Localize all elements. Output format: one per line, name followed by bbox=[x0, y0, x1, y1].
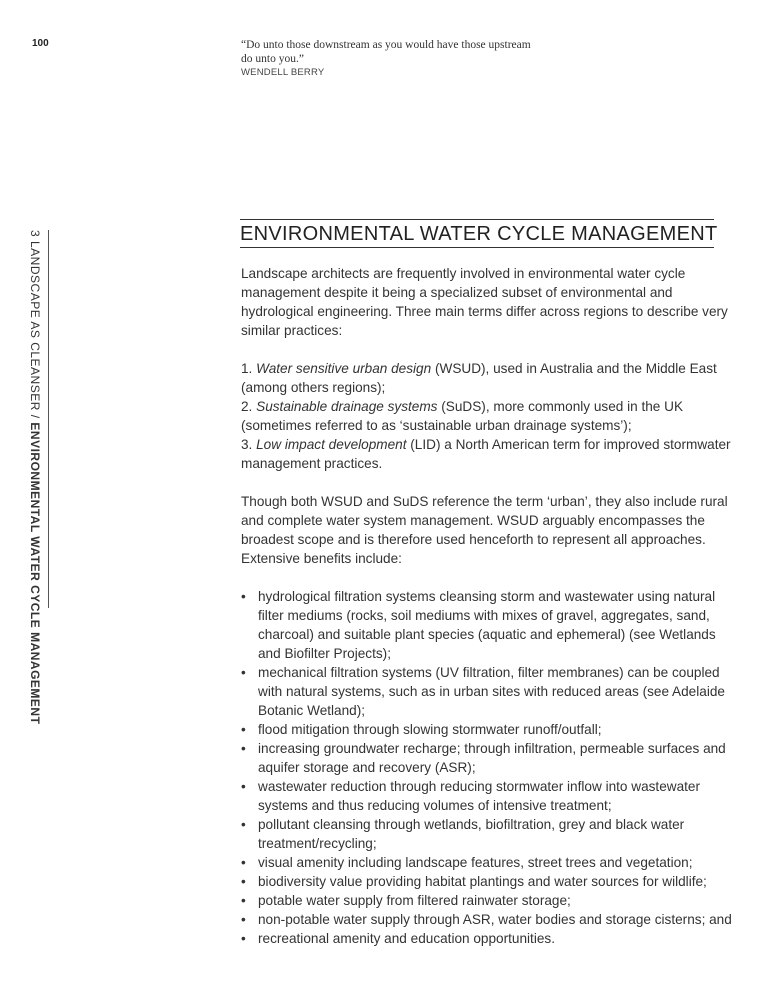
running-section-title bbox=[26, 230, 49, 725]
term-item: 2. Sustainable drainage systems (SuDS), more commonly used in the UK (sometimes referred to as ‘sustainable urban drainage systems’); bbox=[241, 399, 684, 433]
list-item: • mechanical filtration systems (UV filtration, filter membranes) can be coupled with natural systems, such as in urban sites with reduced areas (see Adelaide Botanic Wetland); bbox=[241, 663, 741, 720]
list-item: • increasing groundwater recharge; through infiltration, permeable surfaces and aquifer storage and recovery (ASR); bbox=[241, 739, 741, 777]
term-name: Sustainable drainage systems bbox=[256, 399, 438, 414]
intro-paragraph: Landscape architects are frequently involved in environmental water cycle management despite it being a specialized subset of environmental and hydrological engineering. Three main terms differ across regions to describe very similar practices: bbox=[241, 266, 728, 338]
list-item: • hydrological filtration systems cleansing storm and wastewater using natural filter mediums (rocks, soil mediums with mixes of gravel, aggregates, sand, charcoal) and suitable plant species (aquatic and ephemeral) (see Wetlands and Biofilter Projects); bbox=[241, 587, 741, 663]
list-item: • visual amenity including landscape features, street trees and vegetation; bbox=[241, 853, 741, 872]
epigraph bbox=[241, 38, 541, 80]
epigraph-quote: “Do unto those downstream as you would have those upstream do unto you.” bbox=[241, 39, 531, 65]
title-rule-bottom bbox=[240, 247, 714, 248]
running-section: ENVIRONMENTAL WATER CYCLE MANAGEMENT bbox=[28, 422, 42, 725]
running-section-text bbox=[28, 230, 42, 724]
term-name: Low impact development bbox=[256, 437, 407, 452]
list-item: • flood mitigation through slowing stormwater runoff/outfall; bbox=[241, 720, 741, 739]
page-number: 100 bbox=[32, 38, 49, 49]
running-chapter: 3 LANDSCAPE AS CLEANSER / bbox=[28, 230, 42, 423]
benefits-intro-paragraph: Though both WSUD and SuDS reference the term ‘urban’, they also include rural and complete water system management. WSUD arguably encompasses the broadest scope and is therefore used henceforth to represent all approaches. Extensive benefits include: bbox=[241, 494, 728, 566]
title-rule-top bbox=[240, 219, 714, 220]
term-item: 1. Water sensitive urban design (WSUD), used in Australia and the Middle East (among others regions); bbox=[241, 361, 717, 395]
benefits-list bbox=[241, 587, 741, 948]
list-item: • non-potable water supply through ASR, water bodies and storage cisterns; and bbox=[241, 910, 741, 929]
term-item: 3. Low impact development (LID) a North American term for improved stormwater management practices. bbox=[241, 437, 731, 471]
terms-list bbox=[241, 359, 741, 473]
list-item: • potable water supply from filtered rainwater storage; bbox=[241, 891, 741, 910]
epigraph-author: WENDELL BERRY bbox=[241, 67, 325, 78]
list-item: • pollutant cleansing through wetlands, biofiltration, grey and black water treatment/recycling; bbox=[241, 815, 741, 853]
body-text bbox=[241, 264, 741, 948]
section-title: ENVIRONMENTAL WATER CYCLE MANAGEMENT bbox=[240, 223, 718, 245]
list-item: • wastewater reduction through reducing stormwater inflow into wastewater systems and thus reducing volumes of intensive treatment; bbox=[241, 777, 741, 815]
term-name: Water sensitive urban design bbox=[256, 361, 432, 376]
list-item: • biodiversity value providing habitat plantings and water sources for wildlife; bbox=[241, 872, 741, 891]
list-item: • recreational amenity and education opportunities. bbox=[241, 929, 741, 948]
